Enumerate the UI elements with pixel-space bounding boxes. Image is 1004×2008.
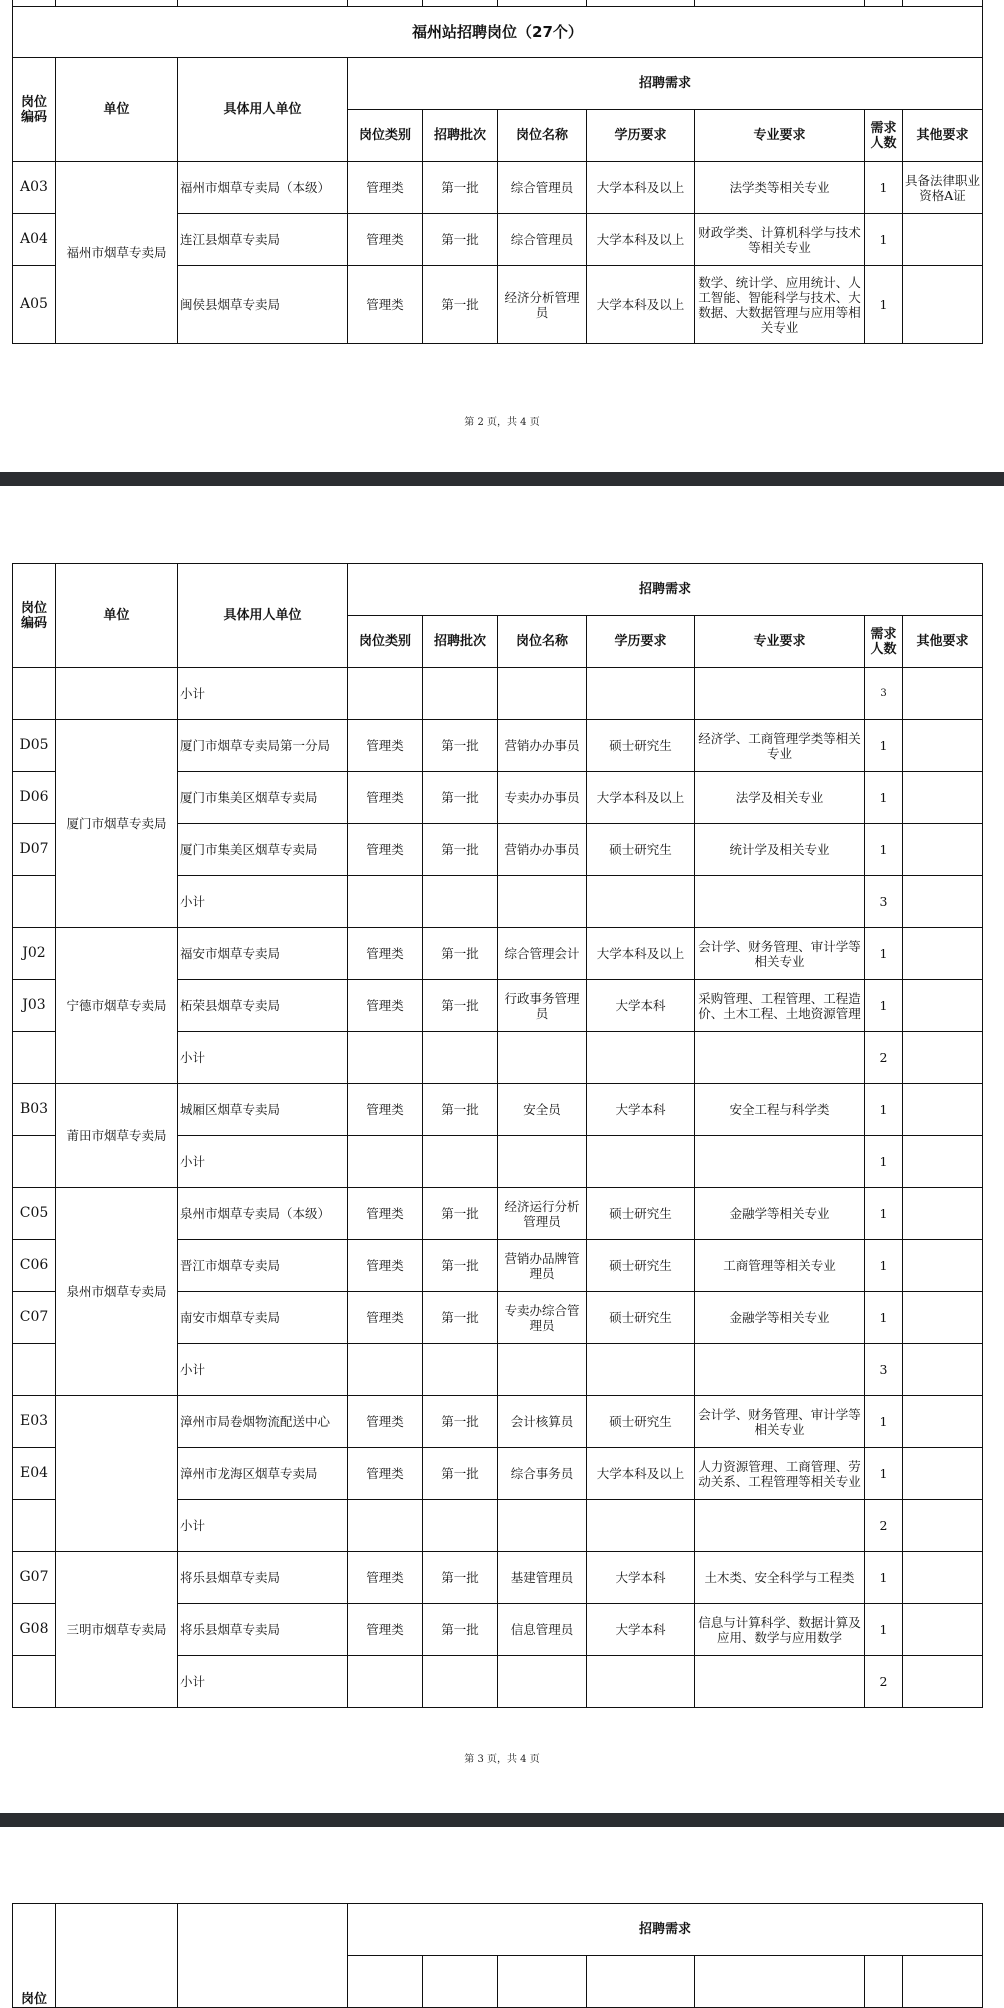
count: 1 [865,162,903,214]
empty-cell [348,1344,423,1396]
batch: 第一批 [423,1604,498,1656]
post-code: G08 [13,1604,56,1656]
subtotal-label: 小计 [178,1344,348,1396]
sub-unit: 柘荣县烟草专卖局 [178,980,348,1032]
empty-cell [903,876,983,928]
post-code: C06 [13,1240,56,1292]
post-code: J02 [13,928,56,980]
header-category: 岗位类别 [348,110,423,162]
category: 管理类 [348,928,423,980]
empty-cell [498,1032,587,1084]
header-sub-unit: 具体用人单位 [178,564,348,668]
education: 大学本科 [587,1084,695,1136]
education: 大学本科及以上 [587,162,695,214]
header-batch: 招聘批次 [423,110,498,162]
major: 采购管理、工程管理、工程造价、土木工程、土地资源管理 [695,980,865,1032]
other-req [903,824,983,876]
table-row [13,1084,983,1136]
post-code: C07 [13,1292,56,1344]
page2-table [12,0,983,344]
count: 1 [865,1292,903,1344]
subtotal-label: 小计 [178,1032,348,1084]
category: 管理类 [348,266,423,344]
other-req [903,1084,983,1136]
subtotal-label: 小计 [178,876,348,928]
count: 1 [865,824,903,876]
empty-cell [498,1656,587,1708]
empty-cell [903,1032,983,1084]
subtotal-count: 2 [865,1500,903,1552]
unit-name: 泉州市烟草专卖局 [56,1188,178,1396]
empty-cell [423,1032,498,1084]
page-separator [0,472,1004,486]
count: 1 [865,720,903,772]
header-needs: 招聘需求 [348,564,983,616]
category: 管理类 [348,980,423,1032]
header-batch: 招聘批次 [423,616,498,668]
page-separator [0,1813,1004,1827]
count: 1 [865,928,903,980]
post-code: A05 [13,266,56,344]
education: 大学本科及以上 [587,266,695,344]
other-req [903,980,983,1032]
batch: 第一批 [423,266,498,344]
batch: 第一批 [423,928,498,980]
major: 土木类、安全科学与工程类 [695,1552,865,1604]
category: 管理类 [348,772,423,824]
category: 管理类 [348,1240,423,1292]
header-unit: 单位 [56,564,178,668]
empty-cell [498,1344,587,1396]
empty-cell [423,1136,498,1188]
header-other: 其他要求 [903,616,983,668]
empty-cell [348,1136,423,1188]
major: 经济学、工商管理学类等相关专业 [695,720,865,772]
subtotal-row [13,668,983,720]
unit-name: 三明市烟草专卖局 [56,1552,178,1708]
empty-cell [498,1500,587,1552]
count: 1 [865,1552,903,1604]
table-row [13,1552,983,1604]
post-name: 综合事务员 [498,1448,587,1500]
empty-cell [498,1136,587,1188]
other-req [903,720,983,772]
header-category: 岗位类别 [348,616,423,668]
batch: 第一批 [423,214,498,266]
unit-name [56,1396,178,1552]
education: 硕士研究生 [587,1188,695,1240]
count: 1 [865,1240,903,1292]
major: 法学类等相关专业 [695,162,865,214]
table-row [13,162,983,214]
post-code: D06 [13,772,56,824]
post-code: J03 [13,980,56,1032]
post-code: C05 [13,1188,56,1240]
page3-table [12,563,983,1708]
header-code: 岗位编码 [13,564,56,668]
empty-cell [587,1136,695,1188]
category: 管理类 [348,1396,423,1448]
header-count: 需求人数 [865,110,903,162]
empty-cell [903,1344,983,1396]
post-code: D07 [13,824,56,876]
major: 法学及相关专业 [695,772,865,824]
sub-unit: 厦门市集美区烟草专卖局 [178,772,348,824]
batch: 第一批 [423,772,498,824]
post-code: G07 [13,1552,56,1604]
other-req [903,1188,983,1240]
category: 管理类 [348,1188,423,1240]
sub-unit: 厦门市集美区烟草专卖局 [178,824,348,876]
empty-cell [13,1344,56,1396]
major: 财政学类、计算机科学与技术等相关专业 [695,214,865,266]
unit-name: 福州市烟草专卖局 [56,162,178,344]
batch: 第一批 [423,1188,498,1240]
unit-name: 宁德市烟草专卖局 [56,928,178,1084]
other-req [903,1604,983,1656]
subtotal-count: 3 [865,876,903,928]
other-req [903,1292,983,1344]
education: 大学本科 [587,980,695,1032]
post-code: A03 [13,162,56,214]
category: 管理类 [348,1084,423,1136]
post-name: 基建管理员 [498,1552,587,1604]
header-sub-unit: 具体用人单位 [178,58,348,162]
empty-cell [903,1500,983,1552]
other-req [903,928,983,980]
subtotal-label: 小计 [178,1656,348,1708]
subtotal-label: 小计 [178,1136,348,1188]
empty-cell [423,1344,498,1396]
other-req [903,266,983,344]
empty-cell [348,1500,423,1552]
empty-cell [587,876,695,928]
category: 管理类 [348,1552,423,1604]
section-title: 福州站招聘岗位（27个） [13,7,983,58]
table-row [13,928,983,980]
empty-cell [695,876,865,928]
count: 1 [865,1188,903,1240]
subtotal-count: 1 [865,1136,903,1188]
sub-unit: 晋江市烟草专卖局 [178,1240,348,1292]
empty-cell [695,1136,865,1188]
empty-cell [423,1656,498,1708]
post-name: 行政事务管理员 [498,980,587,1032]
page-footer: 第 3 页，共 4 页 [464,1754,540,1765]
sub-unit: 厦门市烟草专卖局第一分局 [178,720,348,772]
empty-cell [13,1656,56,1708]
major: 会计学、财务管理、审计学等相关专业 [695,928,865,980]
other-req [903,1240,983,1292]
header-major: 专业要求 [695,616,865,668]
post-name: 经济运行分析管理员 [498,1188,587,1240]
post-code: E03 [13,1396,56,1448]
sub-unit: 漳州市局卷烟物流配送中心 [178,1396,348,1448]
empty-cell [13,1500,56,1552]
other-req [903,1552,983,1604]
empty-cell [348,1656,423,1708]
batch: 第一批 [423,824,498,876]
post-code: D05 [13,720,56,772]
empty-cell [423,876,498,928]
page4-table [12,1903,983,2008]
post-name: 经济分析管理员 [498,266,587,344]
header-needs: 招聘需求 [348,1904,983,1956]
education: 硕士研究生 [587,720,695,772]
category: 管理类 [348,1292,423,1344]
count: 1 [865,980,903,1032]
post-code: A04 [13,214,56,266]
post-name: 会计核算员 [498,1396,587,1448]
major: 金融学等相关专业 [695,1292,865,1344]
batch: 第一批 [423,1292,498,1344]
page-footer: 第 2 页，共 4 页 [464,417,540,428]
education: 大学本科及以上 [587,772,695,824]
major: 安全工程与科学类 [695,1084,865,1136]
batch: 第一批 [423,980,498,1032]
unit-name: 莆田市烟草专卖局 [56,1084,178,1188]
page-4 [0,1827,1004,2007]
education: 大学本科 [587,1604,695,1656]
empty-cell [423,1500,498,1552]
count: 1 [865,772,903,824]
table-row [13,1396,983,1448]
subtotal-label: 小计 [178,668,348,720]
batch: 第一批 [423,1448,498,1500]
empty-cell [498,876,587,928]
education: 硕士研究生 [587,1292,695,1344]
major: 会计学、财务管理、审计学等相关专业 [695,1396,865,1448]
subtotal-count: 2 [865,1032,903,1084]
subtotal-count: 3 [865,668,903,720]
batch: 第一批 [423,1552,498,1604]
header-major: 专业要求 [695,110,865,162]
category: 管理类 [348,162,423,214]
education: 硕士研究生 [587,1240,695,1292]
page-3 [0,486,1004,1813]
major: 信息与计算科学、数据计算及应用、数学与应用数学 [695,1604,865,1656]
header-count: 需求人数 [865,616,903,668]
header-needs: 招聘需求 [348,58,983,110]
sub-unit: 连江县烟草专卖局 [178,214,348,266]
post-name: 信息管理员 [498,1604,587,1656]
post-code: B03 [13,1084,56,1136]
education: 大学本科及以上 [587,1448,695,1500]
sub-unit: 福州市烟草专卖局（本级） [178,162,348,214]
sub-unit: 漳州市龙海区烟草专卖局 [178,1448,348,1500]
empty-cell [587,1500,695,1552]
count: 1 [865,266,903,344]
batch: 第一批 [423,720,498,772]
post-name: 安全员 [498,1084,587,1136]
education: 大学本科及以上 [587,928,695,980]
major: 数学、统计学、应用统计、人工智能、智能科学与技术、大数据、大数据管理与应用等相关专业 [695,266,865,344]
post-name: 综合管理员 [498,214,587,266]
major: 统计学及相关专业 [695,824,865,876]
category: 管理类 [348,214,423,266]
header-edu: 学历要求 [587,110,695,162]
header-edu: 学历要求 [587,616,695,668]
other-req [903,1396,983,1448]
header-unit: 单位 [56,58,178,162]
empty-cell [13,1032,56,1084]
empty-cell [13,876,56,928]
count: 1 [865,1084,903,1136]
header-code: 岗位 [13,1904,56,2008]
header-code: 岗位编码 [13,58,56,162]
page-2 [0,0,1004,472]
sub-unit: 南安市烟草专卖局 [178,1292,348,1344]
empty-cell [587,1344,695,1396]
empty-cell [903,1656,983,1708]
post-name: 专卖办综合管理员 [498,1292,587,1344]
empty-cell [695,1500,865,1552]
sub-unit: 城厢区烟草专卖局 [178,1084,348,1136]
header-post: 岗位名称 [498,110,587,162]
empty-cell [695,1656,865,1708]
category: 管理类 [348,720,423,772]
empty-cell [587,1656,695,1708]
header-other: 其他要求 [903,110,983,162]
category: 管理类 [348,1604,423,1656]
count: 1 [865,1448,903,1500]
education: 硕士研究生 [587,1396,695,1448]
other-req: 具备法律职业资格A证 [903,162,983,214]
post-name: 营销办办事员 [498,720,587,772]
major: 工商管理等相关专业 [695,1240,865,1292]
education: 大学本科及以上 [587,214,695,266]
unit-name: 厦门市烟草专卖局 [56,720,178,928]
category: 管理类 [348,1448,423,1500]
count: 1 [865,214,903,266]
sub-unit: 泉州市烟草专卖局（本级） [178,1188,348,1240]
count: 1 [865,1604,903,1656]
subtotal-count: 3 [865,1344,903,1396]
count: 1 [865,1396,903,1448]
empty-cell [348,1032,423,1084]
empty-cell [695,1344,865,1396]
sub-unit: 福安市烟草专卖局 [178,928,348,980]
sub-unit: 闽侯县烟草专卖局 [178,266,348,344]
post-name: 综合管理会计 [498,928,587,980]
post-name: 营销办办事员 [498,824,587,876]
subtotal-label: 小计 [178,1500,348,1552]
other-req [903,1448,983,1500]
post-name: 综合管理员 [498,162,587,214]
header-post: 岗位名称 [498,616,587,668]
batch: 第一批 [423,1396,498,1448]
empty-cell [903,1136,983,1188]
batch: 第一批 [423,1240,498,1292]
major: 金融学等相关专业 [695,1188,865,1240]
other-req [903,214,983,266]
empty-cell [13,1136,56,1188]
empty-cell [695,1032,865,1084]
table-row [13,720,983,772]
table-row [13,1188,983,1240]
major: 人力资源管理、工商管理、劳动关系、工程管理等相关专业 [695,1448,865,1500]
post-name: 营销办品牌管理员 [498,1240,587,1292]
category: 管理类 [348,824,423,876]
empty-cell [348,876,423,928]
empty-cell [587,1032,695,1084]
sub-unit: 将乐县烟草专卖局 [178,1604,348,1656]
post-name: 专卖办办事员 [498,772,587,824]
post-code: E04 [13,1448,56,1500]
education: 硕士研究生 [587,824,695,876]
subtotal-count: 2 [865,1656,903,1708]
sub-unit: 将乐县烟草专卖局 [178,1552,348,1604]
batch: 第一批 [423,1084,498,1136]
batch: 第一批 [423,162,498,214]
education: 大学本科 [587,1552,695,1604]
other-req [903,772,983,824]
